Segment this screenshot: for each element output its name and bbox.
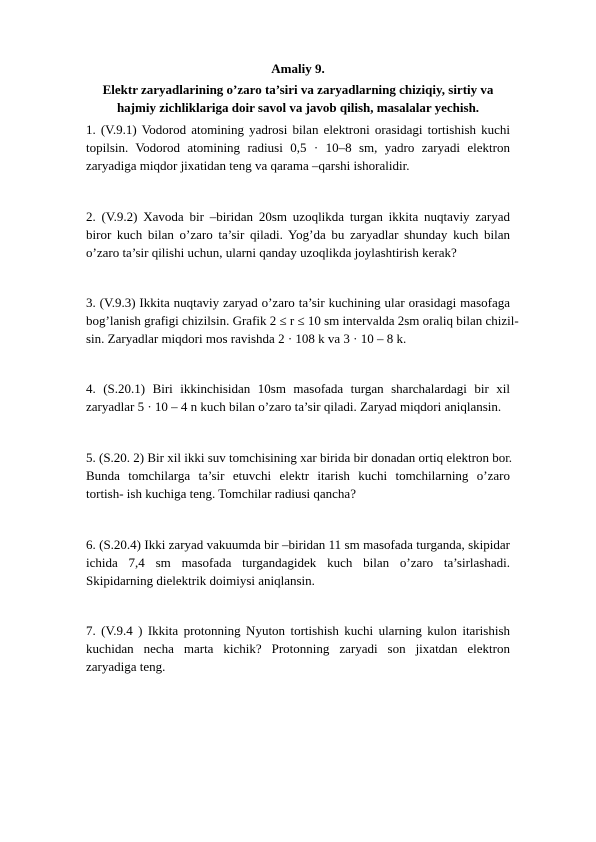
problem-line: zaryadiga teng. [86, 659, 166, 674]
problem-line: 4. (S.20.1) Biri ikkinchisidan 10sm masofada turgan sharchalardagi bir xil [86, 381, 510, 396]
page-subtitle-line-2: hajmiy zichliklariga doir savol va javob qilish, masalalar yechish. [116, 100, 480, 115]
problem-line: 3. (V.9.3) Ikkita nuqtaviy zaryad o’zaro ta’sir kuchining ular orasidagi masofaga [86, 295, 510, 310]
problem-line: 6. (S.20.4) Ikki zaryad vakuumda bir –biridan 11 sm masofada turganda, skipidar [86, 537, 510, 552]
problem-line: o’zaro ta’sir qilishi uchun, ularni qanday uzoqlikda joylashtirish kerak? [86, 245, 457, 260]
problem-line: sin. Zaryadlar miqdori mos ravishda 2 · 108 k va 3 · 10 – 8 k. [86, 331, 407, 346]
problem-line: topilsin. Vodorod atomining radiusi 0,5 · 10–8 sm, yadro zaryadi elektron [86, 140, 510, 155]
problem-4 [86, 380, 510, 416]
problem-line: zaryadlar 5 · 10 – 4 n kuch bilan o’zaro ta’sir qiladi. Zaryad miqdori aniqlansin. [86, 399, 502, 414]
problem-6 [86, 536, 510, 590]
problem-7 [86, 622, 510, 676]
problem-line: biror kuch bilan o’zaro ta’sir qiladi. Yog’da bu zaryadlar shunday kuch bilan [86, 227, 510, 242]
problem-3 [86, 294, 519, 348]
problem-line: Skipidarning dielektrik doimiysi aniqlansin. [86, 573, 315, 588]
problem-line: kuchidan necha marta kichik? Protonning zaryadi son jixatdan elektron [86, 641, 510, 656]
problem-line: 7. (V.9.4 ) Ikkita protonning Nyuton tortishish kuchi ularning kulon itarishish [86, 623, 510, 638]
problem-line: 5. (S.20. 2) Bir xil ikki suv tomchisining xar birida bir donadan ortiq elektron bor. [86, 450, 513, 465]
problem-line: Bunda tomchilarga ta’sir etuvchi elektr itarish kuchi tomchilarning o’zaro [86, 468, 510, 483]
problem-1 [86, 121, 510, 175]
problem-line: zaryadiga miqdor jixatidan teng va qarama –qarshi ishoralidir. [86, 158, 410, 173]
problem-2 [86, 208, 510, 262]
problem-line: 1. (V.9.1) Vodorod atomining yadrosi bilan elektroni orasidagi tortishish kuchi [86, 122, 510, 137]
problem-line: bog’lanish grafigi chizilsin. Grafik 2 ≤ r ≤ 10 sm intervalda 2sm oraliq bilan chizil- [86, 313, 519, 328]
page-subtitle-line-1: Elektr zaryadlarining o’zaro ta’siri va zaryadlarning chiziqiy, sirtiy va [102, 82, 494, 97]
problem-line: 2. (V.9.2) Xavoda bir –biridan 20sm uzoqlikda turgan ikkita nuqtaviy zaryad [86, 209, 510, 224]
problem-5 [86, 449, 513, 503]
page-title: Amaliy 9. [271, 61, 325, 76]
problem-line: ichida 7,4 sm masofada turgandagidek kuch bilan o’zaro ta’sirlashadi. [86, 555, 510, 570]
problem-line: tortish- ish kuchiga teng. Tomchilar radiusi qancha? [86, 486, 356, 501]
